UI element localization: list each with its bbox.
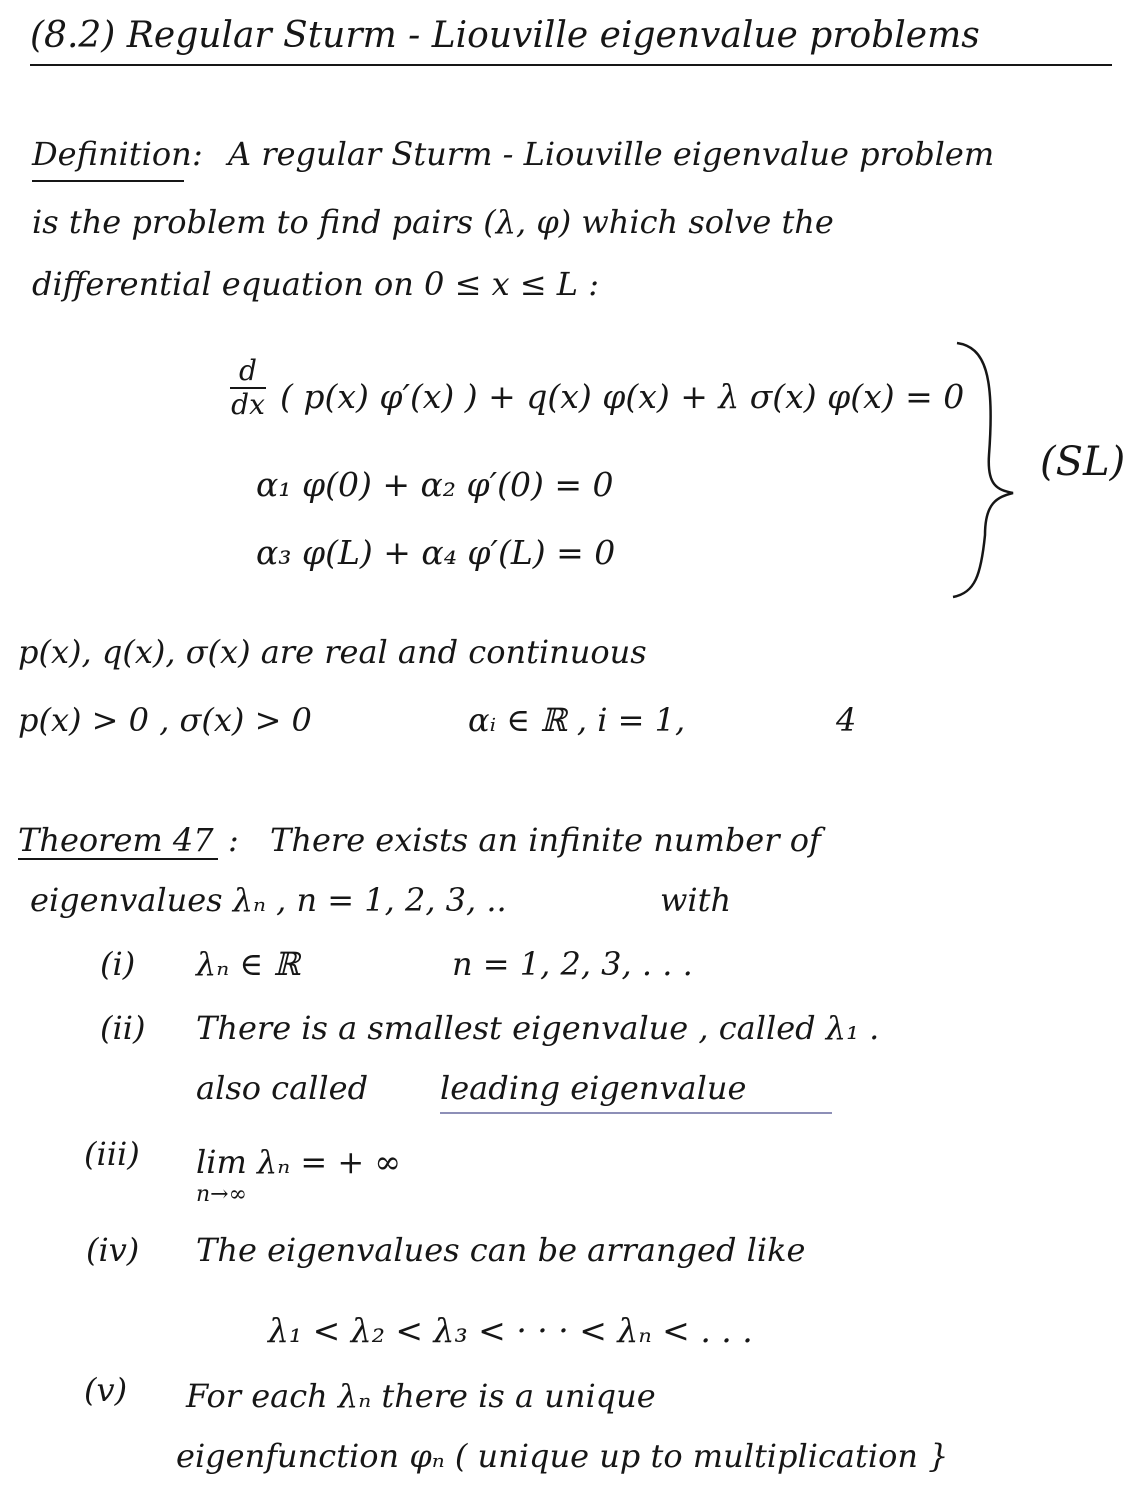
item-3-limit: lim λₙ = + ∞: [196, 1143, 402, 1181]
conditions-alpha: αᵢ ∈ ℝ , i = 1,: [468, 701, 686, 739]
theorem-line-1: There exists an infinite number of: [270, 821, 821, 859]
definition-colon: :: [192, 135, 203, 173]
theorem-line-2: eigenvalues λₙ , n = 1, 2, 3, ..: [30, 881, 507, 919]
eigenvalue-chain: λ₁ < λ₂ < λ₃ < · · · < λₙ < . . .: [268, 1311, 753, 1350]
derivative-numerator: d: [239, 354, 257, 387]
item-5-continuation: eigenfunction φₙ ( unique up to multiplication }: [176, 1437, 949, 1475]
item-4-number: (iv): [86, 1231, 140, 1269]
theorem-underline: [18, 858, 218, 860]
leading-eigenvalue-underline: [440, 1112, 832, 1114]
sl-tag: (SL): [1040, 439, 1126, 485]
sl-boundary-condition-1: α₁ φ(0) + α₂ φ′(0) = 0: [256, 465, 614, 504]
theorem-line-2-with: with: [660, 881, 732, 919]
theorem-label: Theorem 47: [18, 821, 214, 859]
sl-equation-1: ( p(x) φ′(x) ) + q(x) φ(x) + λ σ(x) φ(x) = 0: [280, 377, 965, 416]
item-1-number: (i): [100, 945, 136, 983]
item-5-text: For each λₙ there is a unique: [186, 1377, 656, 1415]
item-2-text: There is a smallest eigenvalue , called λ₁ .: [196, 1009, 880, 1047]
item-1-text: λₙ ∈ ℝ: [196, 945, 300, 983]
page-title: (8.2) Regular Sturm - Liouville eigenvalue problems: [30, 15, 980, 56]
definition-label: Definition: [32, 135, 192, 173]
title-underline: [30, 64, 1112, 66]
definition-line-2: is the problem to find pairs (λ, φ) which solve the: [32, 203, 834, 241]
item-1-range: n = 1, 2, 3, . . .: [452, 945, 693, 983]
item-2-continuation: also called: [196, 1069, 369, 1107]
sl-boundary-condition-2: α₃ φ(L) + α₄ φ′(L) = 0: [256, 533, 616, 572]
item-5-number: (v): [84, 1371, 128, 1409]
conditions-line-1: p(x), q(x), σ(x) are real and continuous: [18, 633, 647, 671]
right-brace: [945, 335, 1025, 605]
definition-line-1: A regular Sturm - Liouville eigenvalue problem: [228, 135, 995, 173]
item-3-limit-subscript: n→∞: [196, 1182, 247, 1207]
leading-eigenvalue-term: leading eigenvalue: [440, 1069, 747, 1107]
theorem-colon: :: [228, 821, 239, 859]
definition-line-3: differential equation on 0 ≤ x ≤ L :: [32, 265, 599, 303]
item-4-text: The eigenvalues can be arranged like: [196, 1231, 806, 1269]
derivative-operator: [226, 356, 270, 420]
derivative-denominator: dx: [231, 388, 265, 421]
item-2-number: (ii): [100, 1009, 146, 1047]
conditions-positivity: p(x) > 0 , σ(x) > 0: [18, 701, 312, 739]
item-3-number: (iii): [84, 1135, 140, 1173]
definition-underline: [32, 180, 184, 182]
conditions-alpha-upper: 4: [836, 701, 857, 739]
